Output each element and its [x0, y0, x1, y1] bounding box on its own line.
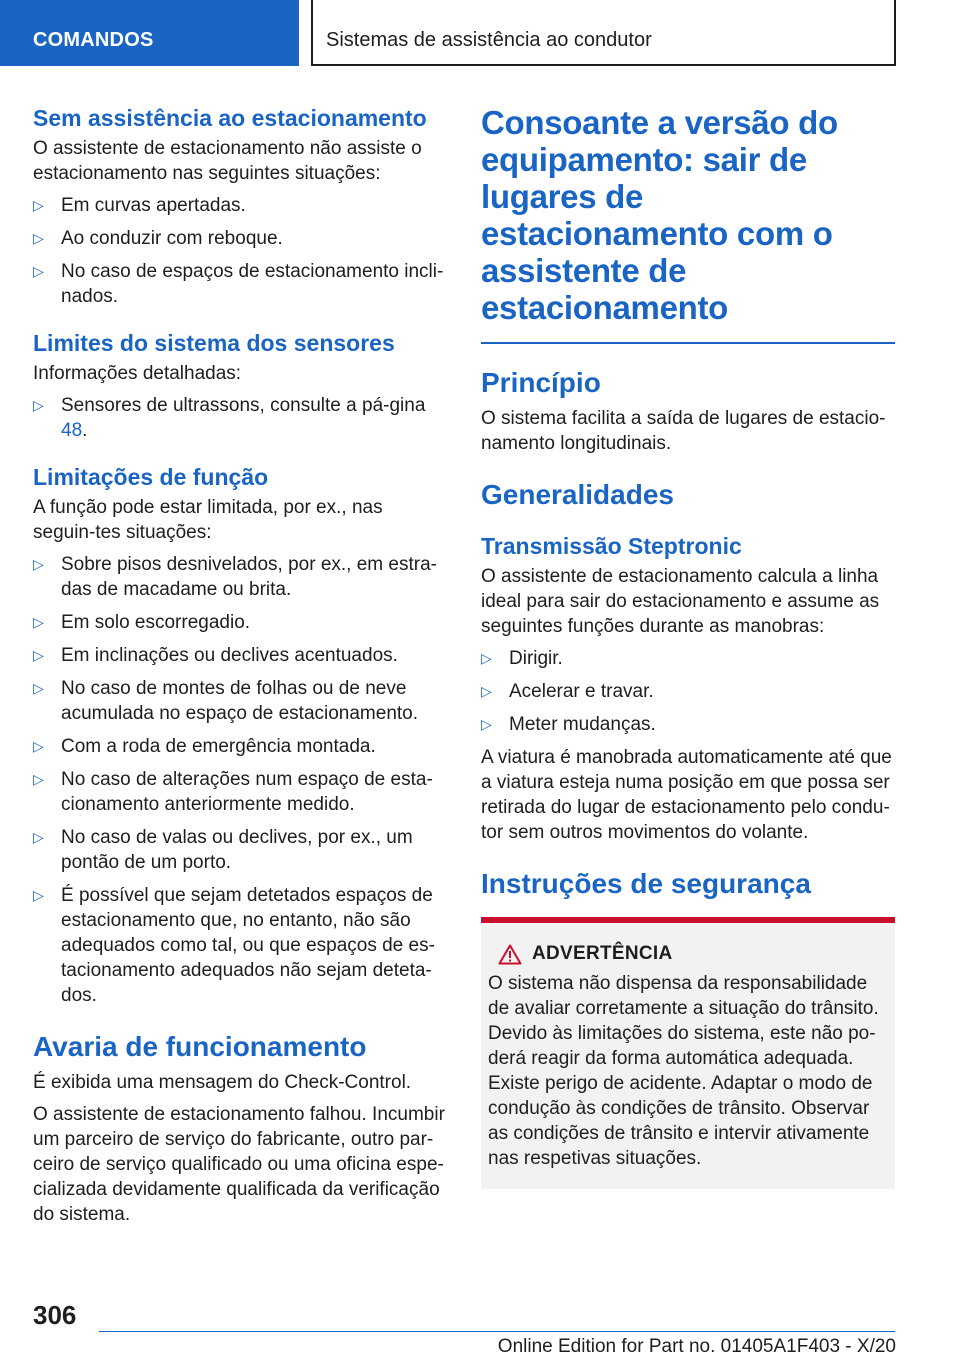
- list-item: ▷ Em solo escorregadio.: [33, 612, 251, 633]
- triangle-bullet-icon: ▷: [481, 716, 492, 732]
- list-item: ▷ Sobre pisos desnivelados, por ex., em estra-das de macadame ou brita.: [33, 554, 437, 600]
- triangle-bullet-icon: ▷: [33, 197, 44, 213]
- heading-steptronic: Transmissão Steptronic: [481, 533, 742, 559]
- list-item: ▷ No caso de valas ou declives, por ex., um pontão de um porto.: [33, 827, 413, 873]
- paragraph: A função pode estar limitada, por ex., nas seguin-tes situações:: [33, 497, 383, 543]
- paragraph: O assistente de estacionamento não assiste o estacionamento nas seguintes situações:: [33, 138, 422, 184]
- main-heading: Consoante a versão do equipamento: sair de lugares de estacionamento com o assistente de estacionamento: [481, 104, 838, 326]
- triangle-bullet-icon: ▷: [33, 263, 44, 279]
- heading-general: Generalidades: [481, 479, 674, 510]
- warning-box: [481, 917, 895, 1189]
- left-column: [33, 100, 447, 1234]
- triangle-bullet-icon: ▷: [33, 647, 44, 663]
- triangle-bullet-icon: ▷: [33, 556, 44, 572]
- heading-sensor-limits: Limites do sistema dos sensores: [33, 330, 395, 356]
- section-tab: COMANDOS: [0, 0, 299, 66]
- page-header: [0, 0, 960, 66]
- list-item: ▷ Ao conduzir com reboque.: [33, 228, 283, 249]
- warning-title: ADVERTÊNCIA: [532, 943, 673, 964]
- bullet-list: [33, 393, 447, 443]
- list-item: ▷ Em curvas apertadas.: [33, 195, 246, 216]
- heading-safety: Instruções de segurança: [481, 868, 811, 899]
- triangle-bullet-icon: ▷: [33, 680, 44, 696]
- list-item: ▷ É possível que sejam detetados espaços de estacionamento que, no entanto, não são adequados como tal, ou que espaços de es-tacionamento adequados não sejam deteta-dos.: [33, 885, 435, 1006]
- heading-rule: [481, 342, 895, 344]
- heading-malfunction: Avaria de funcionamento: [33, 1031, 367, 1062]
- bullet-list: [33, 193, 447, 309]
- list-item: ▷ Sensores de ultrassons, consulte a pá-gina 48.: [33, 395, 426, 441]
- triangle-bullet-icon: ▷: [33, 230, 44, 246]
- list-item: ▷ No caso de alterações num espaço de esta-cionamento anteriormente medido.: [33, 769, 433, 815]
- warning-header: [488, 943, 881, 965]
- triangle-bullet-icon: ▷: [481, 683, 492, 699]
- list-item: ▷ No caso de espaços de estacionamento incli-nados.: [33, 261, 444, 307]
- bullet-list: [33, 552, 447, 1008]
- heading-function-limits: Limitações de função: [33, 464, 269, 490]
- chapter-title: Sistemas de assistência ao condutor: [311, 0, 896, 66]
- heading-principle: Princípio: [481, 367, 601, 398]
- triangle-bullet-icon: ▷: [33, 397, 44, 413]
- triangle-bullet-icon: ▷: [33, 887, 44, 903]
- page-number: 306: [33, 1300, 77, 1330]
- list-item: ▷ Meter mudanças.: [481, 714, 656, 735]
- list-item: ▷ Acelerar e travar.: [481, 681, 654, 702]
- list-item: ▷ Em inclinações ou declives acentuados.: [33, 645, 398, 666]
- triangle-bullet-icon: ▷: [33, 614, 44, 630]
- heading-no-assist: Sem assistência ao estacionamento: [33, 105, 427, 131]
- paragraph: O assistente de estacionamento calcula a linha ideal para sair do estacionamento e assume as seguintes funções durante as manobras:: [481, 566, 880, 637]
- bullet-list: [481, 646, 895, 737]
- paragraph: A viatura é manobrada automaticamente até que a viatura esteja numa posição em que possa ser retirada do lugar de estacionamento pelo condu-tor sem outros movimentos do volante.: [481, 747, 892, 843]
- triangle-bullet-icon: ▷: [33, 738, 44, 754]
- list-item: ▷ Dirigir.: [481, 648, 563, 669]
- triangle-bullet-icon: ▷: [33, 829, 44, 845]
- paragraph: O assistente de estacionamento falhou. Incumbir um parceiro de serviço do fabricante, outro par-ceiro de serviço qualificado ou uma oficina espe-cializada devidamente qualificada da verificação do sistema.: [33, 1104, 445, 1225]
- edition-footer: Online Edition for Part no. 01405A1F403 - X/20: [497, 1336, 896, 1357]
- triangle-bullet-icon: ▷: [481, 650, 492, 666]
- list-item: ▷ No caso de montes de folhas ou de neve acumulada no espaço de estacionamento.: [33, 678, 419, 724]
- paragraph: Informações detalhadas:: [33, 363, 242, 384]
- page-link[interactable]: 48: [61, 420, 83, 441]
- warning-triangle-icon: [488, 944, 532, 965]
- warning-text: O sistema não dispensa da responsabilidade de avaliar corretamente a situação do trânsito. Devido às limitações do sistema, este não po-derá reagir da forma automática adequada. Existe perigo de acidente. Adaptar o modo de condução às condições de trânsito. Observar as condições de trânsito e intervir ativamente nas respetivas situações.: [488, 973, 879, 1169]
- list-item: ▷ Com a roda de emergência montada.: [33, 736, 376, 757]
- paragraph: É exibida uma mensagem do Check-Control.: [33, 1072, 412, 1093]
- triangle-bullet-icon: ▷: [33, 771, 44, 787]
- paragraph: O sistema facilita a saída de lugares de estacio-namento longitudinais.: [481, 408, 886, 454]
- footer-rule: [99, 1331, 895, 1332]
- right-column: [481, 100, 895, 1189]
